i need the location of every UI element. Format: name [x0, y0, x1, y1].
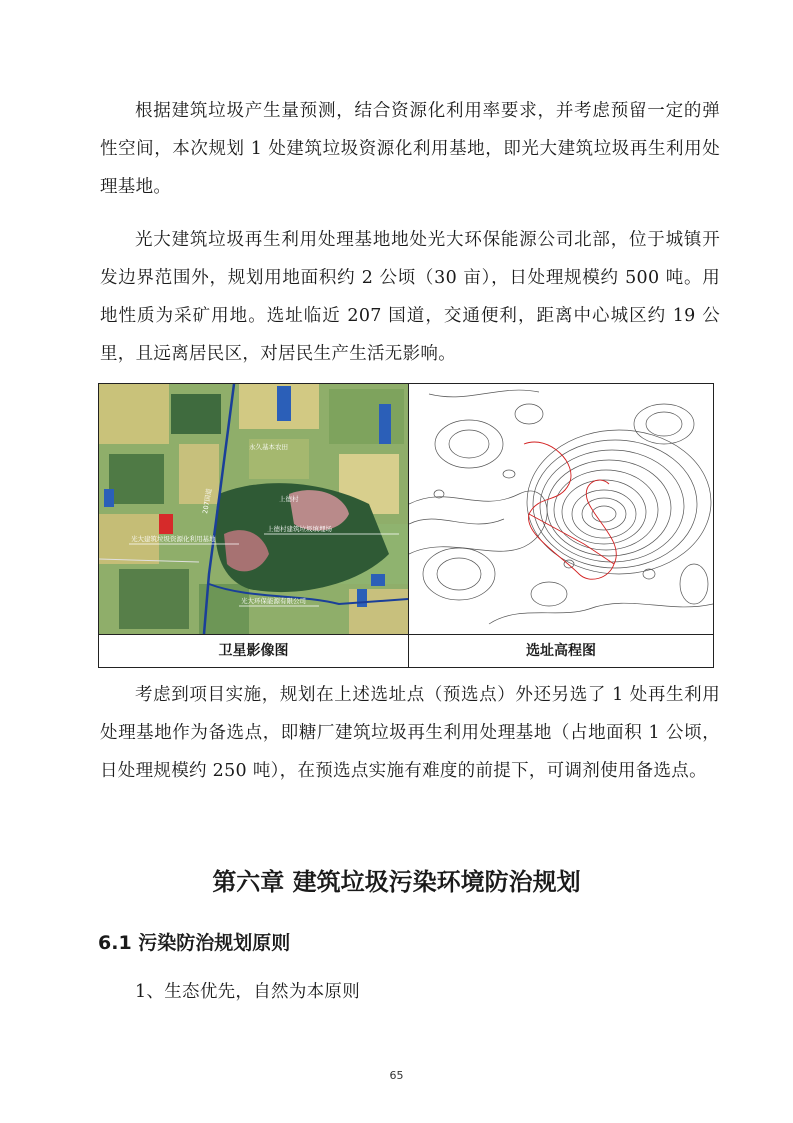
list-item: 1、生态优先，自然为本原则 — [135, 982, 361, 1002]
map-label-village: 上德村 — [279, 495, 299, 503]
paragraph-alternate-site: 考虑到项目实施，规划在上述选址点（预选点）外还另选了 1 处再生利用处理基地作为备选点，即糖厂建筑垃圾再生利用处理基地（占地面积 1 公顷，日处理规模约 250 吨），在预选点实施有难度的前提下，可调剂使用备选点。 — [100, 685, 720, 781]
map-label-site-a: 光大建筑垃圾资源化利用基地 — [131, 535, 216, 543]
map-label-road: 207国道 — [201, 487, 214, 515]
map-label-site-b: 上德村建筑垃圾填埋场 — [267, 525, 332, 533]
figure-caption-row — [99, 634, 713, 668]
contour-map-graphic — [409, 384, 713, 634]
chapter-title: 第六章 建筑垃圾污染环境防治规划 — [212, 868, 581, 896]
elevation-caption: 选址高程图 — [526, 643, 596, 659]
satellite-image — [99, 384, 409, 634]
paragraph-site-description: 光大建筑垃圾再生利用处理基地地处光大环保能源公司北部，位于城镇开发边界范围外，规划用地面积约 2 公顷（30 亩），日处理规模约 500 吨。用地性质为采矿用地。选址临近 207 国道，交通便利，距离中心城区约 19 公里，且远离居民区，对居民生产生活无影响。 — [100, 230, 720, 364]
satellite-map-graphic — [99, 384, 408, 634]
page-number: 65 — [389, 1069, 404, 1082]
map-label-farmland: 永久基本农田 — [249, 443, 288, 451]
map-label-company: 光大环保能源有限公司 — [241, 597, 306, 605]
satellite-caption: 卫星影像图 — [99, 635, 409, 668]
elevation-contour-image — [409, 384, 713, 634]
paragraph-site-planning: 根据建筑垃圾产生量预测，结合资源化利用率要求，并考虑预留一定的弹性空间，本次规划 1 处建筑垃圾资源化利用基地，即光大建筑垃圾再生利用处理基地。 — [100, 101, 720, 197]
figure-table — [98, 383, 714, 668]
section-title: 6.1 污染防治规划原则 — [98, 932, 291, 954]
